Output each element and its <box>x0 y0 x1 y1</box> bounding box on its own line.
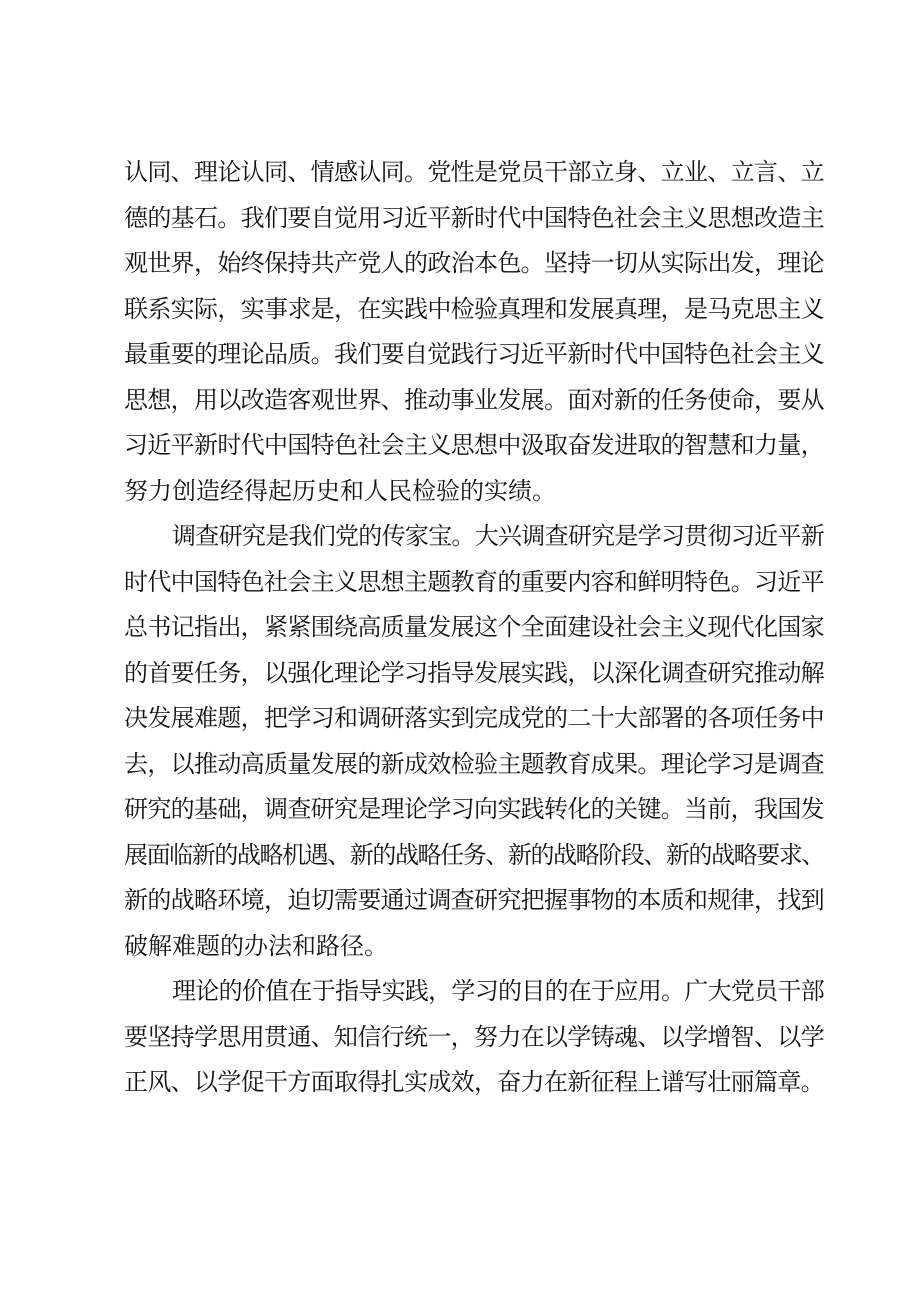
paragraph-1 <box>124 150 824 514</box>
text-line: 联系实际，实事求是，在实践中检验真理和发展真理，是马克思主义 <box>124 294 824 323</box>
text-line: 总书记指出，紧紧围绕高质量发展这个全面建设社会主义现代化国家 <box>124 613 824 641</box>
text-line: 时代中国特色社会主义思想主题教育的重要内容和鲜明特色。习近平 <box>124 567 824 596</box>
text-line: 要坚持学思用贯通、知信行统一，努力在以学铸魂、以学增智、以学 <box>124 1022 824 1051</box>
text-line: 认同、理论认同、情感认同。党性是党员干部立身、立业、立言、立 <box>124 158 824 186</box>
text-line: 习近平新时代中国特色社会主义思想中汲取奋发进取的智慧和力量， <box>124 431 824 459</box>
text-line: 去，以推动高质量发展的新成效检验主题教育成果。理论学习是调查 <box>124 749 824 778</box>
text-line: 展面临新的战略机遇、新的战略任务、新的战略阶段、新的战略要求、 <box>124 840 824 869</box>
text-line: 理论的价值在于指导实践，学习的目的在于应用。广大党员干部 <box>172 977 824 1005</box>
text-line: 新的战略环境，迫切需要通过调查研究把握事物的本质和规律，找到 <box>124 886 824 914</box>
paragraph-2 <box>124 514 824 969</box>
paragraph-3 <box>124 969 824 1106</box>
text-line: 的首要任务，以强化理论学习指导发展实践，以深化调查研究推动解 <box>124 658 824 687</box>
text-line: 德的基石。我们要自觉用习近平新时代中国特色社会主义思想改造主 <box>124 203 824 232</box>
text-line: 决发展难题，把学习和调研落实到完成党的二十大部署的各项任务中 <box>124 704 824 732</box>
text-line: 最重要的理论品质。我们要自觉践行习近平新时代中国特色社会主义 <box>124 340 824 368</box>
text-line: 研究的基础，调查研究是理论学习向实践转化的关键。当前，我国发 <box>124 795 824 823</box>
text-line: 破解难题的办法和路径。 <box>124 931 388 960</box>
body-text <box>124 150 824 1106</box>
text-line: 努力创造经得起历史和人民检验的实绩。 <box>124 476 556 505</box>
text-line: 正风、以学促干方面取得扎实成效，奋力在新征程上谱写壮丽篇章。 <box>124 1068 824 1096</box>
text-line: 思想，用以改造客观世界、推动事业发展。面对新的任务使命，要从 <box>124 385 824 414</box>
text-line: 观世界，始终保持共产党人的政治本色。坚持一切从实际出发，理论 <box>124 249 824 277</box>
text-line: 调查研究是我们党的传家宝。大兴调查研究是学习贯彻习近平新 <box>172 522 824 550</box>
